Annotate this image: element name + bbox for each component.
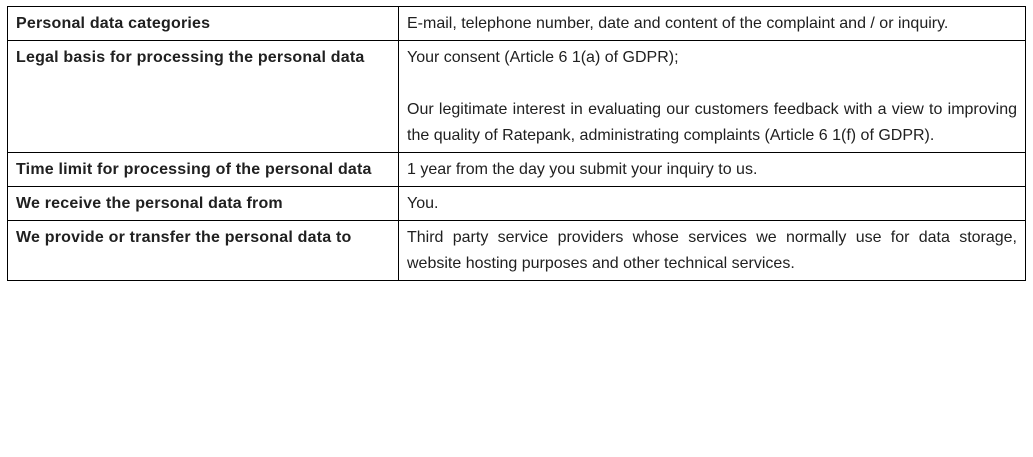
row-value — [399, 187, 1026, 221]
row-value-text: You. — [407, 195, 439, 212]
row-label: Personal data categories — [8, 7, 399, 41]
row-value — [399, 41, 1026, 153]
row-label: We receive the personal data from — [8, 187, 399, 221]
row-label: Time limit for processing of the personal data — [8, 153, 399, 187]
row-label: Legal basis for processing the personal data — [8, 41, 399, 153]
row-value — [399, 7, 1026, 41]
table-row-legal-basis — [8, 41, 1026, 153]
data-processing-table — [7, 6, 1026, 281]
row-label: We provide or transfer the personal data to — [8, 221, 399, 281]
row-value-text: 1 year from the day you submit your inquiry to us. — [407, 161, 758, 178]
row-value-text: Your consent (Article 6 1(a) of GDPR); — [407, 49, 679, 66]
table-row-data-recipients — [8, 221, 1026, 281]
table-row-data-source — [8, 187, 1026, 221]
row-value — [399, 221, 1026, 281]
row-value — [399, 153, 1026, 187]
row-value-text: E-mail, telephone number, date and content of the complaint and / or inquiry. — [407, 15, 949, 32]
table-row-data-categories — [8, 7, 1026, 41]
row-value-text: Our legitimate interest in evaluating our customers feedback with a view to improving the quality of Ratepank, administrating complaints (Article 6 1(f) of GDPR). — [407, 101, 1017, 144]
row-value-text: Third party service providers whose services we normally use for data storage, website hosting purposes and other technical services. — [407, 229, 1017, 272]
table-row-time-limit — [8, 153, 1026, 187]
